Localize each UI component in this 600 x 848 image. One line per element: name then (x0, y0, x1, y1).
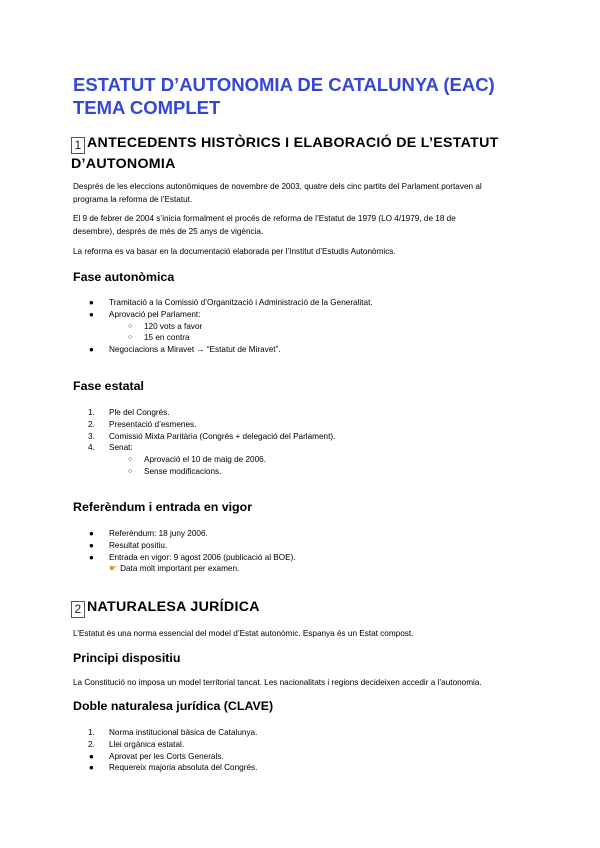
list-item: ● Requereix majoria absoluta del Congrés. (89, 763, 258, 773)
sub-list-item: ○ Sense modificacions. (128, 466, 222, 476)
paragraph-3 (73, 246, 533, 259)
paragraph-2 (73, 213, 533, 238)
list-item: ● Tramitació a la Comissió d’Organització i Administració de la Generalitat. (89, 298, 373, 307)
doble-naturalesa-heading: Doble naturalesa jurídica (CLAVE) (73, 699, 274, 713)
paragraph-1 (73, 181, 533, 206)
fase-autonomica-list (73, 297, 533, 356)
referendum-list (73, 528, 533, 575)
list-item: ● Negociacions a Miravet → “Estatut de Miravet”. (89, 345, 281, 355)
section-1-title-line-2: D’AUTONOMIA (71, 156, 176, 172)
list-item: 3. Comissió Mixta Paritària (Congrés + delegació del Parlament). (88, 431, 336, 441)
paragraph-1-line-1: Després de les eleccions autonòmiques de novembre de 2003, quatre dels cinc partits del Parlament portaven al (73, 182, 482, 191)
list-item: 1. Norma institucional bàsica de Catalunya. (88, 728, 258, 737)
list-item: 1. Ple del Congrés. (88, 408, 170, 417)
list-item: 2. Llei orgànica estatal. (88, 739, 185, 749)
list-item: ● Aprovat per les Corts Generals. (89, 751, 224, 761)
list-item: 2. Presentació d’esmenes. (88, 419, 197, 429)
sub-list-item: ○ Aprovació el 10 de maig de 2006. (128, 455, 266, 465)
fase-estatal-heading: Fase estatal (73, 379, 144, 393)
paragraph-2-line-2: desembre), després de més de 25 anys de vigència. (73, 226, 264, 236)
section-1-heading (71, 133, 541, 174)
document-title-line-2: TEMA COMPLET (73, 97, 221, 118)
paragraph-3-line-1: La reforma es va basar en la documentació elaborada per l’Institut d’Estudis Autonòmics. (73, 247, 396, 256)
list-item: ● Aprovació pel Parlament: (89, 309, 201, 319)
principi-dispositiu-heading: Principi dispositiu (73, 651, 181, 665)
exam-note: ☛ Data molt important per examen. (109, 563, 240, 574)
pointing-hand-icon: ☛ (109, 563, 118, 574)
document-title (73, 73, 553, 119)
principi-dispositiu-paragraph: La Constitució no imposa un model territorial tancat. Les nacionalitats i regions decideixen accedir a l’autonomia. (73, 678, 482, 687)
section-2-number-badge: 2 (71, 601, 85, 618)
doble-naturalesa-list (73, 727, 533, 774)
section-1-title-line-1: ANTECEDENTS HISTÒRICS I ELABORACIÓ DE L’ESTATUT (87, 135, 499, 151)
referendum-heading: Referèndum i entrada en vigor (73, 500, 253, 514)
sub-list-item: ○ 15 en contra (128, 333, 190, 343)
section-1-number-badge: 1 (71, 137, 85, 154)
list-item: 4. Senat: (88, 443, 133, 453)
sub-list-item: ○ 120 vots a favor (128, 321, 203, 331)
list-item: ● Entrada en vigor: 9 agost 2006 (publicació al BOE). (89, 552, 296, 562)
fase-estatal-list (73, 407, 533, 478)
section-2-title: NATURALESA JURÍDICA (87, 599, 260, 615)
section-2-paragraph: L’Estatut és una norma essencial del model d’Estat autonòmic. Espanya és un Estat compost. (73, 629, 414, 638)
paragraph-2-line-1: El 9 de febrer de 2004 s’inicia formalment el procés de reforma de l’Estatut de 1979 (LO 4/1979, de 18 de (73, 214, 456, 223)
paragraph-1-line-2: programa la reforma de l’Estatut. (73, 194, 193, 204)
section-2-heading (71, 597, 541, 618)
list-item: ● Referèndum: 18 juny 2006. (89, 529, 208, 538)
fase-autonomica-heading: Fase autonòmica (73, 270, 175, 284)
list-item: ● Resultat positiu. (89, 540, 168, 550)
document-title-line-1: ESTATUT D’AUTONOMIA DE CATALUNYA (EAC) (73, 74, 495, 95)
